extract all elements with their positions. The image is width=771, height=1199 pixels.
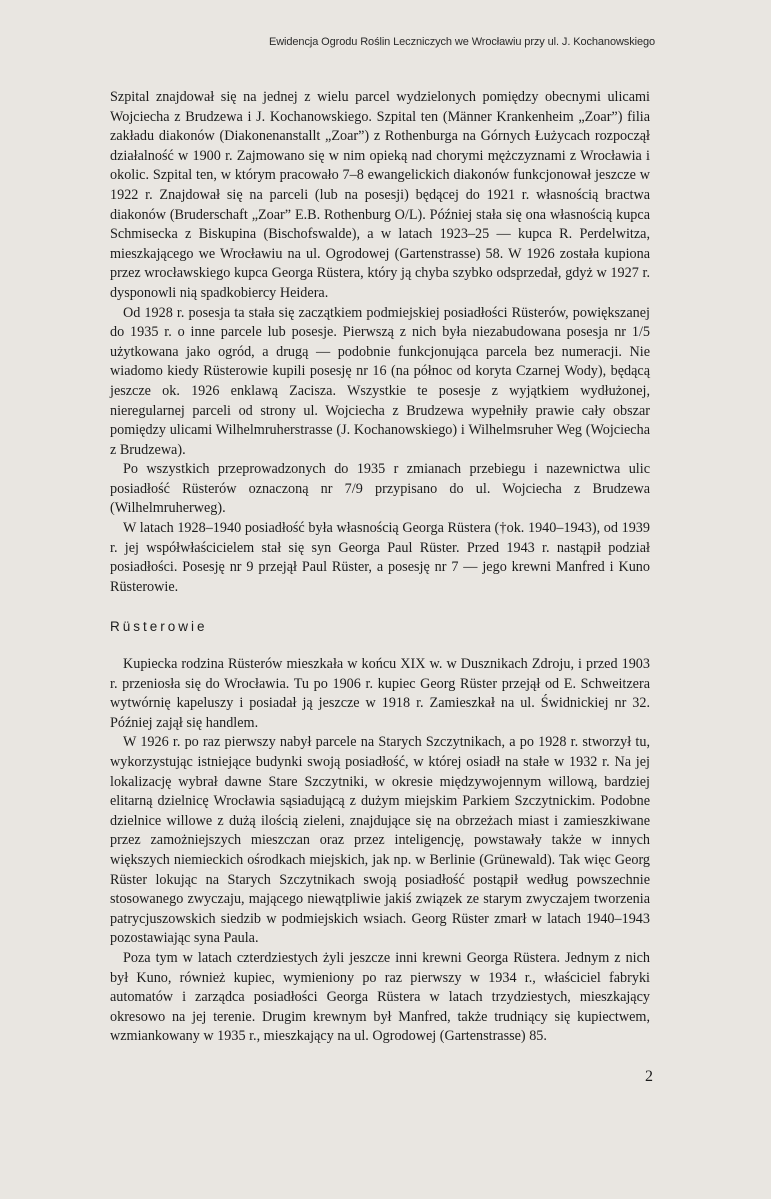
paragraph: Po wszystkich przeprowadzonych do 1935 r zmianach przebiegu i nazewnictwa ulic posiadłość Rüsterów oznaczoną nr 7/9 przypisano do ul. Wojciecha z Brudzewa (Wilhelmruherweg). bbox=[110, 461, 650, 517]
paragraph: Od 1928 r. posesja ta stała się zaczątkiem podmiejskiej posiadłości Rüsterów, powiększanej do 1935 r. o inne parcele lub posesje. Pierwszą z nich była niezabudowana posesja nr 1/5 użytkowana jako ogród, a drugą — podobnie funkcjonująca parcela bez numeracji. Nie wiadomo kiedy Rüsterowie kupili posesję nr 16 (na północ od koryta Czarnej Wody), będącą jeszcze ok. 1926 enklawą Zacisza. Wszystkie te posesje z wyjątkiem wydłużonej, nieregularnej parceli od strony ul. Wojciecha z Brudzewa wypełniły prawie cały obszar pomiędzy ulicami Wilhelmruherstrasse (J. Kochanowskiego) i Wilhelmsruher Weg (Wojciecha z Brudzewa). bbox=[110, 304, 650, 458]
page-number: 2 bbox=[645, 1068, 653, 1085]
paragraph: W latach 1928–1940 posiadłość była własnością Georga Rüstera (†ok. 1940–1943), od 1939 r. jej współwłaścicielem stał się syn Georga Paul Rüster. Przed 1943 r. nastąpił podział posiadłości. Posesję nr 9 przejął Paul Rüster, a posesję nr 7 — jego krewni Manfred i Kuno Rüsterowie. bbox=[110, 520, 650, 595]
body-text bbox=[110, 88, 650, 1047]
paragraph: W 1926 r. po raz pierwszy nabył parcele na Starych Szczytnikach, a po 1928 r. stworzył tu, wykorzystując istniejące budynki swoją posiadłość, w której osiadł na stałe w 1932 r. Na jej lokalizację wybrał dawne Stare Szczytniki, w okresie międzywojennym willową, bardziej elitarną dzielnicę Wrocławia sąsiadującą z dużym miejskim Parkiem Szczytnickim. Podobne dzielnice willowe z dużą ilością zieleni, znajdujące się na obrzeżach miast i zamieszkiwane przez zamożniejszych mieszczan oraz przez inteligencję, powstawały także w innych większych niemieckich ośrodkach miejskich, jak np. w Berlinie (Grünewald). Tak więc Georg Rüster lokując na Starych Szczytnikach swoją posiadłość postąpił według powszechnie stosowanego zwyczaju, mającego niewątpliwie jakiś związek ze starym zwyczajem tworzenia patrycjuszowskich siedzib w podmiejskich wsiach. Georg Rüster zmarł w latach 1940–1943 pozostawiając syna Paula. bbox=[110, 734, 650, 947]
running-header: Ewidencja Ogrodu Roślin Leczniczych we Wrocławiu przy ul. J. Kochanowskiego bbox=[268, 36, 655, 48]
paragraph: Poza tym w latach czterdziestych żyli jeszcze inni krewni Georga Rüstera. Jednym z nich był Kuno, również kupiec, wymieniony po raz pierwszy w 1934 r., właściciel fabryki automatów i zarządca posiadłości Georga Rüstera w latach trzydziestych, mieszkający okresowo na jej terenie. Drugim krewnym był Manfred, także trudniący się kupiectwem, wzmiankowany w 1935 r., mieszkający na ul. Ogrodowej (Gartenstrasse) 85. bbox=[110, 949, 650, 1045]
section-heading: Rüsterowie bbox=[110, 619, 208, 635]
paragraph: Kupiecka rodzina Rüsterów mieszkała w końcu XIX w. w Dusznikach Zdroju, i przed 1903 r. przeniosła się do Wrocławia. Tu po 1906 r. kupiec Georg Rüster przejął od E. Schweitzera wytwórnię kapeluszy i posiadał ją jeszcze w 1918 r. Zamieszkał na ul. Świdnickiej nr 32. Później zajął się handlem. bbox=[110, 656, 650, 731]
paragraph: Szpital znajdował się na jednej z wielu parcel wydzielonych pomiędzy obecnymi ulicami Wojciecha z Brudzewa i J. Kochanowskiego. Szpital ten (Männer Krankenheim „Zoar”) filia zakładu diakonów (Diakonenanstallt „Zoar”) z Rothenburga na Górnych Łużycach rozpoczął działalność w 1900 r. Zajmowano się w nim opieką nad chorymi mężczyznami z Wrocławia i okolic. Szpital ten, w którym pracowało 7–8 ewangelickich diakonów funkcjonował jeszcze w 1922 r. Znajdował się na parceli (lub na posesji) będącej do 1921 r. własnością bractwa diakonów (Bruderschaft „Zoar” E.B. Rothenburg O/L). Później stała się ona własnością kupca Schmisecka z Biskupina (Bischofswalde), a w latach 1923–25 — kupca R. Perdelwitza, mieszkającego we Wrocławiu na ul. Ogrodowej (Gartenstrasse) 58. W 1926 została kupiona przez wrocławskiego kupca Georga Rüstera, który ją chyba szybko odsprzedał, gdyż w 1927 r. dysponowli nią spadkobiercy Heidera. bbox=[110, 89, 650, 301]
